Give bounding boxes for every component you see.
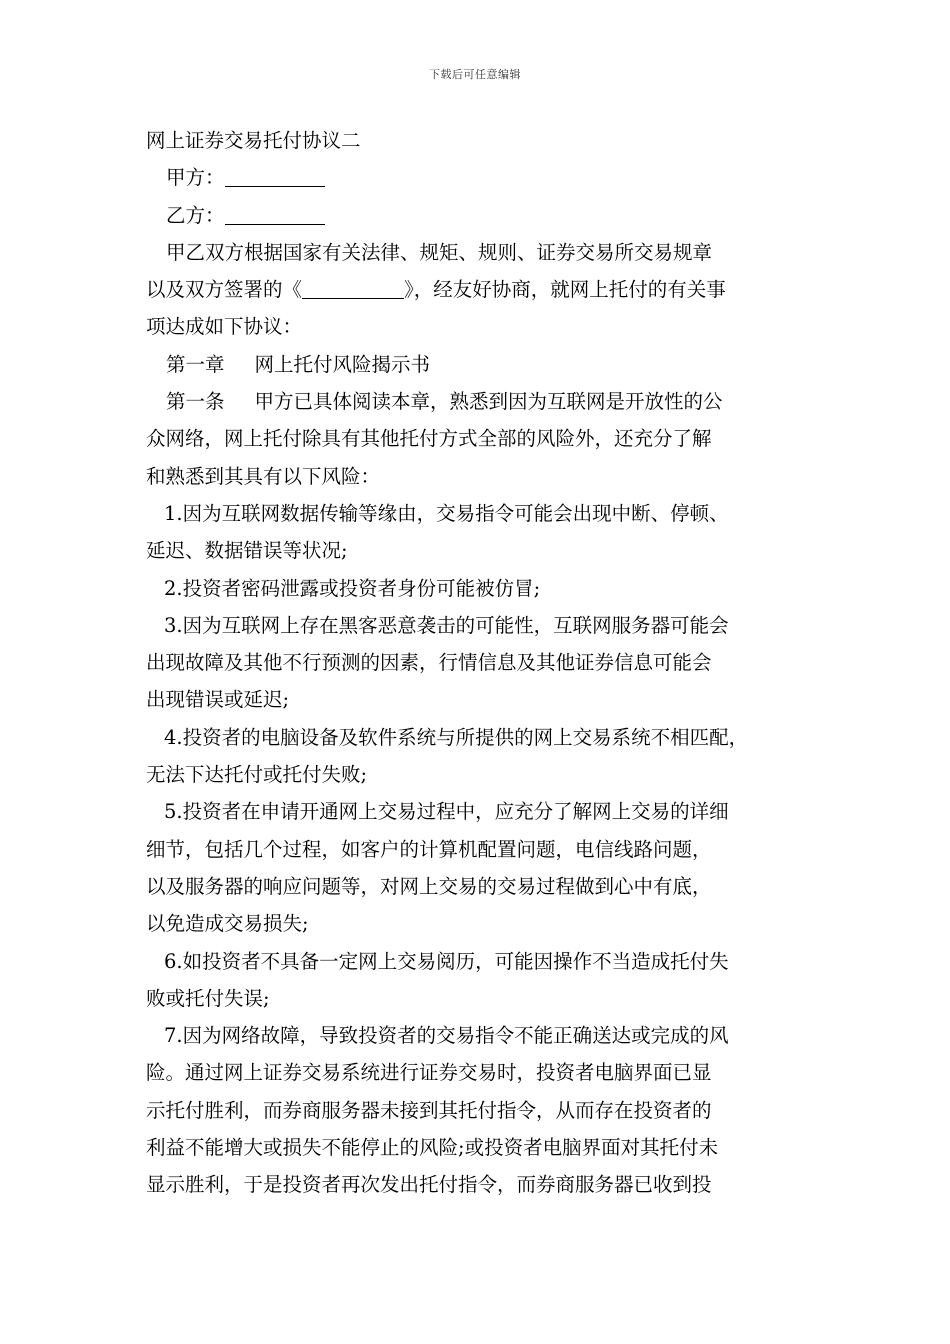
risk-item-line: 延迟、数据错误等状况;	[146, 539, 348, 563]
agreement-name-blank	[302, 278, 404, 299]
article-number: 第一条	[166, 390, 225, 414]
document-body	[146, 122, 826, 1204]
risk-item-line: 7.因为网络故障，导致投资者的交易指令不能正确送达或完成的风	[164, 1024, 729, 1048]
article-line	[146, 383, 826, 420]
risk-item	[146, 1017, 826, 1203]
risk-item-line: 3.因为互联网上存在黑客恶意袭击的可能性，互联网服务器可能会	[164, 613, 729, 637]
risk-item-line: 4.投资者的电脑设备及软件系统与所提供的网上交易系统不相匹配，	[164, 725, 749, 749]
risk-item-line: 无法下达托付或托付失败;	[146, 763, 368, 787]
article-line: 众网络，网上托付除具有其他托付方式全部的风险外，还充分了解	[146, 427, 712, 451]
risk-item-line: 显示胜利，于是投资者再次发出托付指令，而券商服务器已收到投	[146, 1173, 712, 1197]
risk-item	[146, 793, 826, 942]
party-b-label: 乙方：	[166, 203, 225, 227]
risk-item	[146, 943, 826, 1018]
risk-item-line: 败或托付失误;	[146, 986, 270, 1010]
party-a-blank	[225, 166, 325, 187]
party-a-label: 甲方：	[166, 166, 225, 190]
risk-item-line: 险。通过网上证券交易系统进行证券交易时，投资者电脑界面已显	[146, 1061, 712, 1085]
risk-item-line: 利益不能增大或损失不能停止的风险;或投资者电脑界面对其托付未	[146, 1136, 719, 1160]
risk-item-line: 以及服务器的响应问题等，对网上交易的交易过程做到心中有底，	[146, 874, 712, 898]
article-text: 甲方已具体阅读本章，熟悉到因为互联网是开放性的公	[254, 390, 723, 414]
chapter-title: 网上托付风险揭示书	[254, 352, 431, 376]
risk-item-line: 细节，包括几个过程，如客户的计算机配置问题，电信线路问题，	[146, 837, 712, 861]
chapter-number: 第一章	[166, 352, 225, 376]
risk-item-line: 6.如投资者不具备一定网上交易阅历，可能因操作不当造成托付失	[164, 949, 729, 973]
intro-line: 甲乙双方根据国家有关法律、规矩、规则、证券交易所交易规章	[166, 240, 713, 264]
risk-item-line: 1.因为互联网数据传输等缘由，交易指令可能会出现中断、停顿、	[164, 501, 729, 525]
party-b-blank	[225, 204, 325, 225]
risk-item-line: 5.投资者在申请开通网上交易过程中，应充分了解网上交易的详细	[164, 800, 729, 824]
party-b-line	[146, 197, 826, 234]
intro-line	[146, 271, 826, 308]
risk-item	[146, 570, 826, 607]
risk-item	[146, 607, 826, 719]
risk-item	[146, 719, 826, 794]
risk-item-line: 出现故障及其他不行预测的因素，行情信息及其他证券信息可能会	[146, 651, 712, 675]
chapter-heading	[146, 346, 826, 383]
risk-item-line: 示托付胜利，而券商服务器未接到其托付指令，从而存在投资者的	[146, 1098, 712, 1122]
intro-text: 以及双方签署的《	[146, 278, 303, 302]
risk-item-line: 2.投资者密码泄露或投资者身份可能被仿冒;	[164, 576, 541, 600]
document-title: 网上证券交易托付协议二	[146, 129, 361, 152]
page-header-note: 下载后可任意编辑	[429, 68, 521, 81]
risk-list	[146, 495, 826, 1204]
risk-item-line: 出现错误或延迟;	[146, 688, 290, 712]
article-line: 和熟悉到其具有以下风险：	[146, 464, 381, 488]
intro-text: 》，经友好协商，就网上托付的有关事	[404, 278, 726, 302]
risk-item-line: 以免造成交易损失;	[146, 912, 309, 936]
party-a-line	[146, 159, 826, 196]
risk-item	[146, 495, 826, 570]
intro-line: 项达成如下协议：	[146, 315, 303, 339]
